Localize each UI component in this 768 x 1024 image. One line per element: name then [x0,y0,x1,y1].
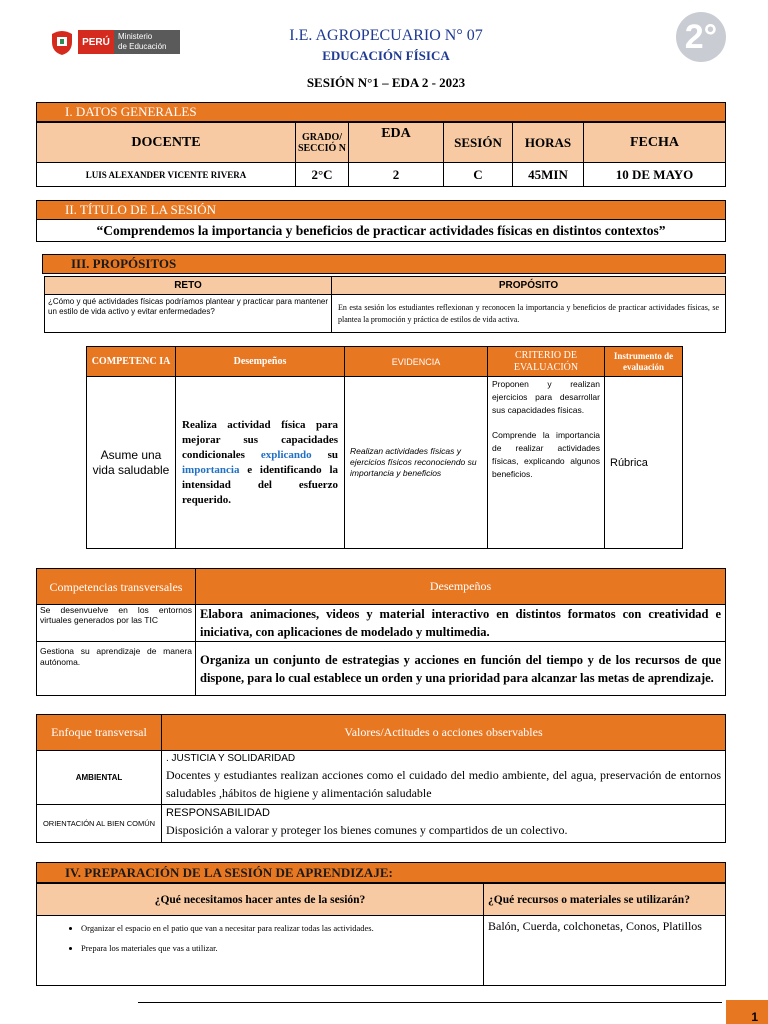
value-title: . JUSTICIA Y SOLIDARIDAD [166,753,296,764]
preparacion-col-right: ¿Qué recursos o materiales se utilizarán? [484,884,726,916]
session-title-text: “Comprendemos la importancia y beneficios de practicar actividades físicas en distintos contextos” [36,220,726,242]
transversal-desc-2: Organiza un conjunto de estrategias y acciones en función del tiempo y de los recursos de que dispone, para lo cual establece un orden y una prioridad para alcanzar las metas de aprendizaje. [196,642,726,696]
transversales-header-right: Desempeños [196,569,726,605]
transversal-comp-1: Se desenvuelve en los entornos virtuales generados por las TIC [37,605,196,642]
enfoque-bien-comun-value [162,805,726,843]
ministry-logo [48,28,182,56]
header-instrumento: Instrumento de evaluación [605,347,683,377]
grado-value: 2°C [296,163,349,187]
enfoque-ambiental-value [162,751,726,805]
reto-text: ¿Cómo y qué actividades físicas podríamos plantear y practicar para mantener un estilo de vida activo y evitar enfermedades? [45,295,332,333]
section-preparacion [36,862,726,883]
header-competencia: COMPETENC IA [87,347,176,377]
datos-table [36,122,726,187]
highlight-explicando: explicando [260,448,312,461]
section-title: IV. PREPARACIÓN DE LA SESIÓN DE APRENDIZAJE: [65,864,393,880]
desempeno-value: Realiza actividad física para mejorar sus capacidades condicionales explicando su importancia e identificando la intensidad del esfuerzo requerido. [176,377,345,549]
value-text: Docentes y estudiantes realizan acciones como el cuidado del medio ambiente, del agua, preservación de entornos saludables ,hábitos de higiene y alimentación saludable [166,768,721,800]
propositos-table [44,276,726,333]
criterio-value [488,377,605,549]
competencia-table [86,346,683,549]
preparacion-table [36,883,726,986]
competencia-value: Asume una vida saludable [87,377,176,549]
section-titulo [36,200,726,220]
header-criterio: CRITERIO DE EVALUACIÓN [488,347,605,377]
recursos-value: Balón, Cuerda, colchonetas, Conos, Platillos [484,916,726,986]
value-title: RESPONSABILIDAD [166,807,270,819]
eda-value: 2 [349,163,444,187]
evidencia-value: Realizan actividades físicas y ejercicios físicos reconociendo su importancia y beneficios [345,377,488,549]
transversales-table [36,568,726,696]
col-grado: GRADO/ SECCIÓ N [296,123,349,163]
transversales-header-left: Competencias transversales [37,569,196,605]
preparacion-items [37,916,484,986]
docente-value: LUIS ALEXANDER VICENTE RIVERA [37,163,296,187]
list-item: • Prepara los materiales que vas a utilizar. [81,942,471,954]
col-sesion: SESIÓN [444,123,513,163]
section-title: III. PROPÓSITOS [71,256,177,271]
col-fecha: FECHA [584,123,726,163]
enfoque-header-right: Valores/Actitudes o acciones observables [162,715,726,751]
footer-rule [138,1002,722,1003]
preparacion-col-left: ¿Qué necesitamos hacer antes de la sesión? [37,884,484,916]
reto-header: RETO [45,277,332,295]
enfoque-bien-comun: ORIENTACIÓN AL BIEN COMÚN [37,805,162,843]
enfoque-table [36,714,726,843]
value-text: Disposición a valorar y proteger los bienes comunes y compartidos de un colectivo. [166,823,568,837]
peru-shield-icon [48,28,76,56]
horas-value: 45MIN [513,163,584,187]
highlight-importancia: importancia [182,463,240,476]
instrumento-value: Rúbrica [605,377,683,549]
grade-badge: 2° [676,12,726,62]
section-datos-generales [36,102,726,122]
session-title: SESIÓN N°1 – EDA 2 - 2023 [306,75,466,90]
col-eda: EDA [349,123,444,163]
transversal-comp-2: Gestiona su aprendizaje de manera autónoma. [37,642,196,696]
proposito-text: En esta sesión los estudiantes reflexionan y reconocen la importancia y beneficios de practicar actividades físicas, se plantea la promoción y práctica de estilos de vida activa. [332,295,726,333]
school-name: I.E. AGROPECUARIO N° 07 [289,27,483,44]
peru-label: PERÚ [78,30,114,54]
enfoque-header-left: Enfoque transversal [37,715,162,751]
fecha-value: 10 DE MAYO [584,163,726,187]
header-evidencia: EVIDENCIA [345,347,488,377]
col-horas: HORAS [513,123,584,163]
page-number: 1 [751,1010,758,1024]
col-docente: DOCENTE [37,123,296,163]
criterio-1: Proponen y realizan ejercicios para desarrollar sus capacidades físicas. [492,379,600,415]
enfoque-ambiental: AMBIENTAL [37,751,162,805]
page-number-box [726,1000,768,1024]
subject-name: EDUCACIÓN FÍSICA [322,48,450,63]
proposito-header: PROPÓSITO [332,277,726,295]
preparacion-list [63,922,471,954]
list-item: • Organizar el espacio en el patio que van a necesitar para realizar todas las actividades. [81,922,471,934]
section-propositos [42,254,726,274]
sesion-value: C [444,163,513,187]
ministry-name: Ministerio de Educación [114,30,180,54]
section-title: I. DATOS GENERALES [65,104,197,119]
transversal-desc-1: Elabora animaciones, videos y material interactivo en distintos formatos con creatividad e iniciativa, con aplicaciones de modelado y multimedia. [196,605,726,642]
header-desempenos: Desempeños [176,347,345,377]
criterio-2: Comprende la importancia de realizar actividades físicas, explicando algunos beneficios. [492,430,600,479]
section-title: II. TÍTULO DE LA SESIÓN [65,202,217,217]
